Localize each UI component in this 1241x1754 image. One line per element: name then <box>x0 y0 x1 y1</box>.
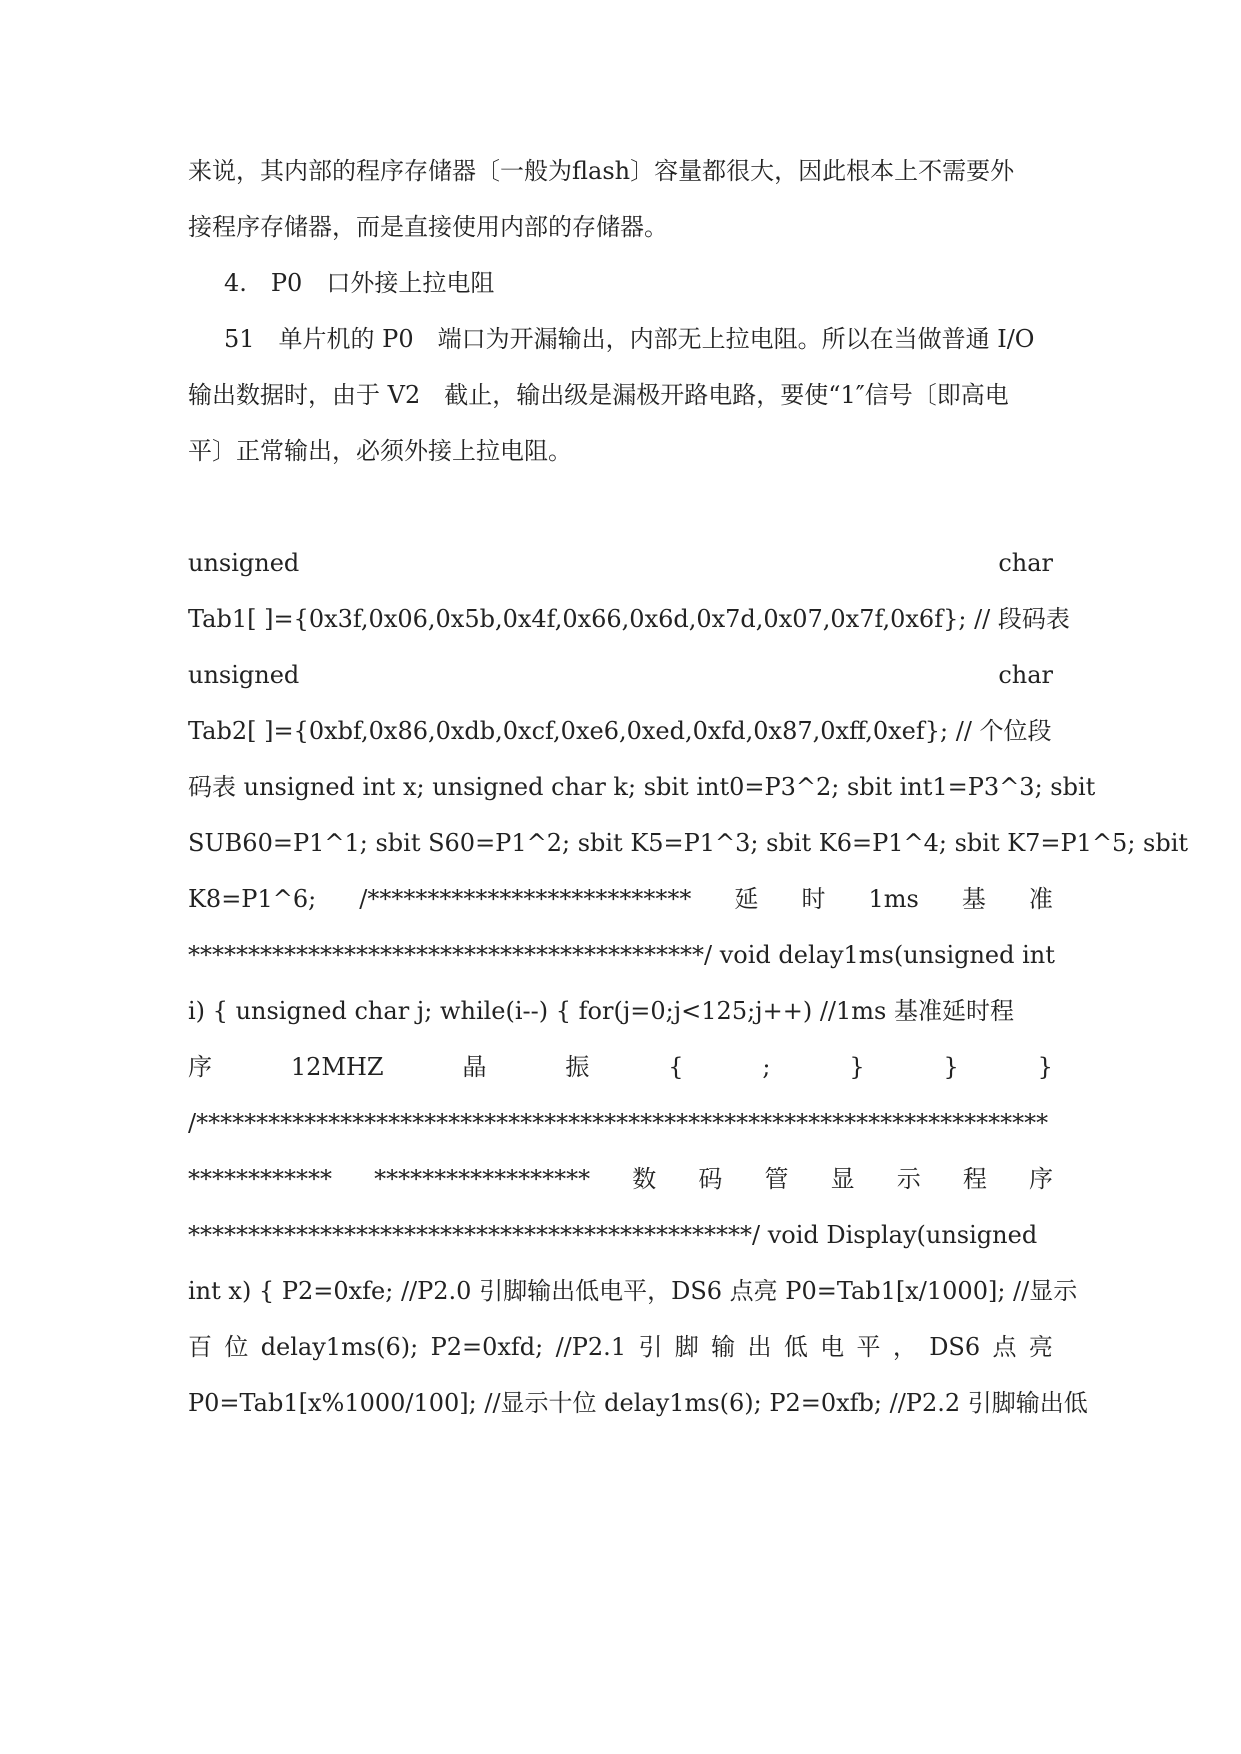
code-token: { <box>668 1053 684 1081</box>
code-token: DS6 <box>929 1333 981 1361</box>
code-token: 码 <box>698 1165 723 1193</box>
code-token: } <box>943 1053 959 1081</box>
code-token: 显 <box>830 1165 855 1193</box>
code-token: ************ <box>188 1165 332 1193</box>
code-token: 数 <box>632 1165 657 1193</box>
code-token: //P2.1 <box>555 1333 627 1361</box>
section-heading: 4. P0 口外接上拉电阻 <box>224 269 495 297</box>
code-token: 电 <box>820 1333 845 1361</box>
code-token: 准 <box>1028 885 1053 913</box>
code-token: 时 <box>801 885 826 913</box>
paragraph-line: 接程序存储器，而是直接使用内部的存储器。 <box>188 213 668 241</box>
code-token: 出 <box>747 1333 772 1361</box>
code-token: char <box>998 549 1053 577</box>
code-token: 位 <box>224 1333 249 1361</box>
code-line <box>188 548 1053 578</box>
paragraph-line: 平〕正常输出，必须外接上拉电阻。 <box>188 437 572 465</box>
code-token: 晶 <box>462 1053 487 1081</box>
code-token: 输 <box>711 1333 736 1361</box>
paragraph-line: 51 单片机的 P0 端口为开漏输出，内部无上拉电阻。所以在当做普通 I/O <box>224 325 1035 353</box>
code-token: 示 <box>896 1165 921 1193</box>
code-line: *******************************************/ void delay1ms(unsigned int <box>188 941 1055 969</box>
code-token: char <box>998 661 1053 689</box>
code-token: 亮 <box>1028 1333 1053 1361</box>
code-token: 基 <box>961 885 986 913</box>
code-token: 序 <box>188 1053 212 1081</box>
code-line: SUB60=P1^1; sbit S60=P1^2; sbit K5=P1^3; sbit K6=P1^4; sbit K7=P1^5; sbit <box>188 829 1189 857</box>
code-token: 脚 <box>674 1333 699 1361</box>
code-line: int x) { P2=0xfe; //P2.0 引脚输出低电平，DS6 点亮 P0=Tab1[x/1000]; //显示 <box>188 1277 1078 1305</box>
code-line <box>188 884 1053 914</box>
code-line: P0=Tab1[x%1000/100]; //显示十位 delay1ms(6); P2=0xfb; //P2.2 引脚输出低 <box>188 1389 1088 1417</box>
code-token: 百 <box>188 1333 212 1361</box>
code-token: } <box>1037 1053 1053 1081</box>
code-token: 点 <box>992 1333 1017 1361</box>
code-token: 振 <box>565 1053 590 1081</box>
paragraph-line: 来说，其内部的程序存储器〔一般为flash〕容量都很大，因此根本上不需要外 <box>188 157 1015 185</box>
code-token: ， <box>892 1333 917 1361</box>
paragraph-line: 输出数据时，由于 V2 截止，输出级是漏极开路电路，要使“1″信号〔即高电 <box>188 381 1009 409</box>
code-token: 平 <box>856 1333 881 1361</box>
code-line: i) { unsigned char j; while(i--) { for(j=0;j<125;j++) //1ms 基准延时程 <box>188 997 1014 1025</box>
code-token: 低 <box>783 1333 808 1361</box>
code-line: /*********************************************************************** <box>188 1109 1049 1137</box>
code-token: delay1ms(6); <box>260 1333 419 1361</box>
code-token: K8=P1^6; <box>188 885 317 913</box>
code-token: 序 <box>1029 1165 1053 1193</box>
code-token: /*************************** <box>359 885 692 913</box>
code-token: 延 <box>734 885 759 913</box>
code-line <box>188 1052 1053 1082</box>
code-line <box>188 1164 1053 1194</box>
code-line: 码表 unsigned int x; unsigned char k; sbit int0=P3^2; sbit int1=P3^3; sbit <box>188 773 1096 801</box>
code-token: ****************** <box>374 1165 591 1193</box>
code-token: unsigned <box>188 549 300 577</box>
code-token: 程 <box>962 1165 987 1193</box>
code-token: 管 <box>764 1165 789 1193</box>
code-token: ; <box>762 1053 771 1081</box>
code-token: 引 <box>638 1333 663 1361</box>
code-line: Tab2[ ]={0xbf,0x86,0xdb,0xcf,0xe6,0xed,0xfd,0x87,0xff,0xef}; // 个位段 <box>188 717 1052 745</box>
code-line: ***********************************************/ void Display(unsigned <box>188 1221 1038 1249</box>
code-line <box>188 660 1053 690</box>
code-token: P2=0xfd; <box>430 1333 544 1361</box>
code-line <box>188 1332 1053 1362</box>
code-token: } <box>849 1053 865 1081</box>
code-line: Tab1[ ]={0x3f,0x06,0x5b,0x4f,0x66,0x6d,0x7d,0x07,0x7f,0x6f}; // 段码表 <box>188 605 1070 633</box>
code-token: 1ms <box>868 885 919 913</box>
code-token: 12MHZ <box>290 1053 384 1081</box>
code-token: unsigned <box>188 661 300 689</box>
